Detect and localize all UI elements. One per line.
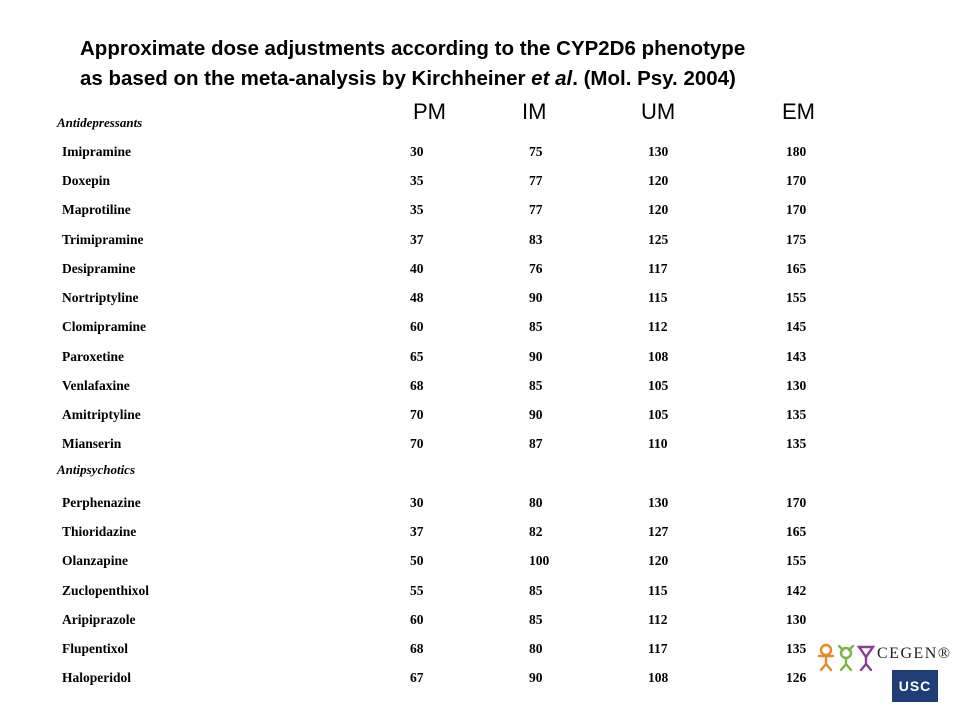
dose-value-im: 100 xyxy=(529,553,550,568)
dose-value-pm: 70 xyxy=(410,407,424,422)
slide-title xyxy=(80,34,900,94)
dose-value-em: 145 xyxy=(786,319,807,334)
drug-name: Zuclopenthixol xyxy=(62,583,150,598)
drug-name: Doxepin xyxy=(62,173,111,188)
dose-value-em: 135 xyxy=(786,407,807,422)
drug-name: Venlafaxine xyxy=(62,378,130,393)
dose-value-im: 90 xyxy=(529,349,543,364)
dose-value-em: 155 xyxy=(786,553,807,568)
dose-value-im: 87 xyxy=(529,436,543,451)
dose-value-um: 130 xyxy=(648,144,669,159)
dose-value-um: 112 xyxy=(648,319,668,334)
dose-value-pm: 55 xyxy=(410,583,424,598)
dose-value-pm: 68 xyxy=(410,378,424,393)
dose-value-pm: 40 xyxy=(410,261,424,276)
category-heading: Antidepressants xyxy=(57,115,143,130)
dose-value-pm: 30 xyxy=(410,144,424,159)
dose-value-um: 127 xyxy=(648,524,669,539)
drug-name: Maprotiline xyxy=(62,202,131,217)
drug-name: Mianserin xyxy=(62,436,122,451)
dose-value-im: 90 xyxy=(529,290,543,305)
dose-value-em: 165 xyxy=(786,261,807,276)
dose-value-im: 85 xyxy=(529,612,543,627)
dose-value-pm: 48 xyxy=(410,290,424,305)
dose-value-em: 170 xyxy=(786,495,807,510)
dose-value-um: 117 xyxy=(648,261,668,276)
dose-value-um: 120 xyxy=(648,553,669,568)
dose-value-im: 90 xyxy=(529,670,543,685)
dose-value-im: 83 xyxy=(529,232,543,247)
dose-value-em: 155 xyxy=(786,290,807,305)
cegen-figures-logo xyxy=(815,640,877,672)
drug-name: Perphenazine xyxy=(62,495,141,510)
drug-name: Amitriptyline xyxy=(62,407,141,422)
dose-value-im: 76 xyxy=(529,261,543,276)
dose-value-um: 108 xyxy=(648,670,669,685)
category-heading: Antipsychotics xyxy=(57,462,136,477)
dose-value-em: 142 xyxy=(786,583,807,598)
dose-value-um: 125 xyxy=(648,232,669,247)
title-line-2: as based on the meta-analysis by Kirchheiner et al. (Mol. Psy. 2004) xyxy=(80,67,736,90)
dose-value-um: 117 xyxy=(648,641,668,656)
purple-figure-icon xyxy=(859,647,873,670)
dose-value-um: 115 xyxy=(648,290,668,305)
dose-value-pm: 70 xyxy=(410,436,424,451)
column-header-um: UM xyxy=(641,99,676,124)
dose-value-em: 170 xyxy=(786,173,807,188)
dose-value-pm: 35 xyxy=(410,202,424,217)
dose-value-um: 120 xyxy=(648,173,669,188)
dose-value-em: 130 xyxy=(786,378,807,393)
dose-value-pm: 37 xyxy=(410,232,424,247)
drug-name: Haloperidol xyxy=(62,670,132,685)
dose-value-pm: 60 xyxy=(410,612,424,627)
dose-value-em: 165 xyxy=(786,524,807,539)
dose-value-um: 110 xyxy=(648,436,668,451)
dose-value-pm: 37 xyxy=(410,524,424,539)
drug-name: Imipramine xyxy=(62,144,131,159)
dose-value-im: 90 xyxy=(529,407,543,422)
orange-figure-icon xyxy=(819,645,833,670)
dose-value-pm: 67 xyxy=(410,670,424,685)
drug-name: Nortriptyline xyxy=(62,290,139,305)
cegen-wordmark: CEGEN® xyxy=(877,645,952,662)
dose-value-um: 108 xyxy=(648,349,669,364)
dose-value-im: 85 xyxy=(529,378,543,393)
dose-value-pm: 30 xyxy=(410,495,424,510)
dose-value-pm: 35 xyxy=(410,173,424,188)
dose-value-um: 120 xyxy=(648,202,669,217)
dose-value-im: 77 xyxy=(529,202,543,217)
dose-value-em: 126 xyxy=(786,670,807,685)
dose-value-im: 80 xyxy=(529,641,543,656)
drug-name: Aripiprazole xyxy=(62,612,136,627)
drug-name: Paroxetine xyxy=(62,349,124,364)
dose-value-im: 85 xyxy=(529,583,543,598)
dose-value-im: 80 xyxy=(529,495,543,510)
title-line-1: Approximate dose adjustments according to the CYP2D6 phenotype xyxy=(80,37,746,60)
dose-value-em: 175 xyxy=(786,232,807,247)
dose-value-pm: 60 xyxy=(410,319,424,334)
drug-name: Flupentixol xyxy=(62,641,129,656)
drug-name: Trimipramine xyxy=(62,232,144,247)
dose-value-um: 112 xyxy=(648,612,668,627)
drug-name: Thioridazine xyxy=(62,524,137,539)
dose-value-pm: 65 xyxy=(410,349,424,364)
dose-value-um: 105 xyxy=(648,407,669,422)
dose-value-em: 180 xyxy=(786,144,807,159)
dose-value-im: 77 xyxy=(529,173,543,188)
dose-value-im: 75 xyxy=(529,144,543,159)
dose-value-em: 130 xyxy=(786,612,807,627)
green-figure-icon xyxy=(839,646,853,670)
column-header-em: EM xyxy=(782,99,815,124)
column-header-pm: PM xyxy=(413,99,446,124)
dose-value-im: 85 xyxy=(529,319,543,334)
dose-value-pm: 50 xyxy=(410,553,424,568)
dose-value-im: 82 xyxy=(529,524,543,539)
dose-value-em: 170 xyxy=(786,202,807,217)
dose-value-um: 115 xyxy=(648,583,668,598)
dose-value-em: 143 xyxy=(786,349,807,364)
drug-name: Clomipramine xyxy=(62,319,146,334)
dose-value-um: 130 xyxy=(648,495,669,510)
dose-value-em: 135 xyxy=(786,641,807,656)
usc-logo: USC xyxy=(892,670,938,702)
column-header-im: IM xyxy=(522,99,547,124)
drug-name: Desipramine xyxy=(62,261,136,276)
dose-value-pm: 68 xyxy=(410,641,424,656)
drug-name: Olanzapine xyxy=(62,553,129,568)
dose-value-em: 135 xyxy=(786,436,807,451)
dose-value-um: 105 xyxy=(648,378,669,393)
